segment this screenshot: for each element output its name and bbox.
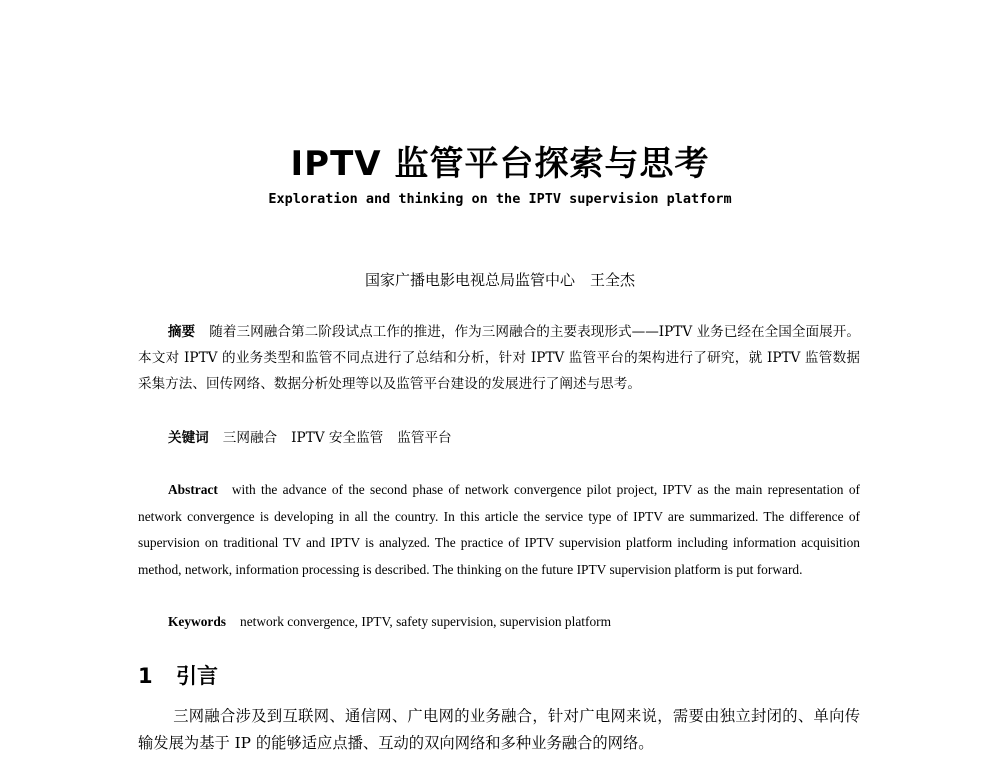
section-number: 1 bbox=[138, 664, 153, 688]
abstract-en-label: Abstract bbox=[168, 482, 218, 497]
abstract-cn bbox=[138, 319, 860, 397]
paper-subtitle: Exploration and thinking on the IPTV supervision platform bbox=[268, 191, 732, 207]
keyword-cn-item: 监管平台 bbox=[397, 430, 452, 446]
keywords-en bbox=[168, 609, 611, 635]
keywords-cn-label: 关键词 bbox=[168, 430, 209, 446]
section-body-text: 三网融合涉及到互联网、通信网、广电网的业务融合，针对广电网来说，需要由独立封闭的、单向传输发展为基于 IP 的能够适应点播、互动的双向网络和多种业务融合的网络。 bbox=[138, 707, 860, 752]
keyword-cn-item: IPTV 安全监管 bbox=[291, 430, 384, 446]
section-title: 引言 bbox=[176, 664, 218, 688]
abstract-en-text: with the advance of the second phase of network convergence pilot project, IPTV as the main representation of network convergence is developing in all the country. In this article the service type of IPTV are summarized. The difference of supervision on traditional TV and IPTV is analyzed. The practice of IPTV supervision platform including information acquisition method, network, information processing is described. The thinking on the future IPTV supervision platform is put forward. bbox=[138, 482, 860, 577]
section-heading bbox=[138, 660, 218, 690]
keyword-cn-item: 三网融合 bbox=[222, 430, 278, 446]
keywords-cn bbox=[168, 425, 466, 451]
abstract-cn-text: 随着三网融合第二阶段试点工作的推进，作为三网融合的主要表现形式——IPTV 业务已经在全国全面展开。本文对 IPTV 的业务类型和监管不同点进行了总结和分析，针对 IPTV 监管平台的架构进行了研究，就 IPTV 监管数据采集方法、回传网络、数据分析处理等以及监管平台建设的发展进行了阐述与思考。 bbox=[138, 324, 861, 392]
keywords-en-label: Keywords bbox=[168, 614, 227, 629]
paper-title: IPTV 监管平台探索与思考 bbox=[290, 144, 710, 184]
author-line: 国家广播电影电视总局监管中心 王全杰 bbox=[364, 271, 635, 289]
keywords-en-text: network convergence, IPTV, safety supervision, supervision platform bbox=[240, 614, 612, 629]
abstract-cn-label: 摘要 bbox=[167, 324, 196, 340]
abstract-en bbox=[138, 477, 860, 583]
